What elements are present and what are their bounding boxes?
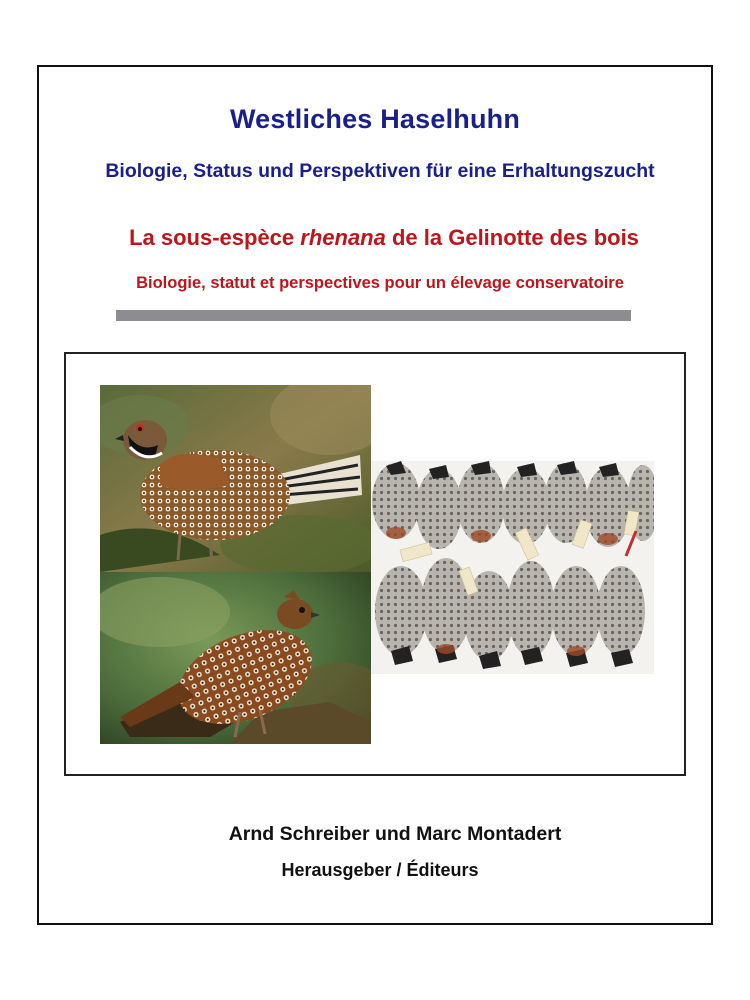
subtitle-german: Biologie, Status und Perspektiven für eine Erhaltungszucht bbox=[105, 160, 655, 182]
hazel-grouse-perched-photo bbox=[100, 572, 371, 744]
title-french-part2: de la Gelinotte des bois bbox=[385, 225, 639, 250]
editors-label: Herausgeber / Éditeurs bbox=[281, 860, 479, 880]
horizontal-rule bbox=[116, 310, 631, 321]
title-french-part1: La sous-espèce bbox=[129, 225, 301, 250]
title-french-italic: rhenana bbox=[300, 225, 386, 250]
hazel-grouse-display-photo bbox=[100, 385, 371, 572]
subtitle-french: Biologie, statut et perspectives pour un élevage conservatoire bbox=[136, 274, 624, 292]
authors: Arnd Schreiber und Marc Montadert bbox=[228, 823, 562, 845]
title-german: Westliches Haselhuhn bbox=[229, 104, 521, 134]
museum-specimens-photo bbox=[371, 461, 654, 674]
title-french bbox=[0, 225, 750, 251]
